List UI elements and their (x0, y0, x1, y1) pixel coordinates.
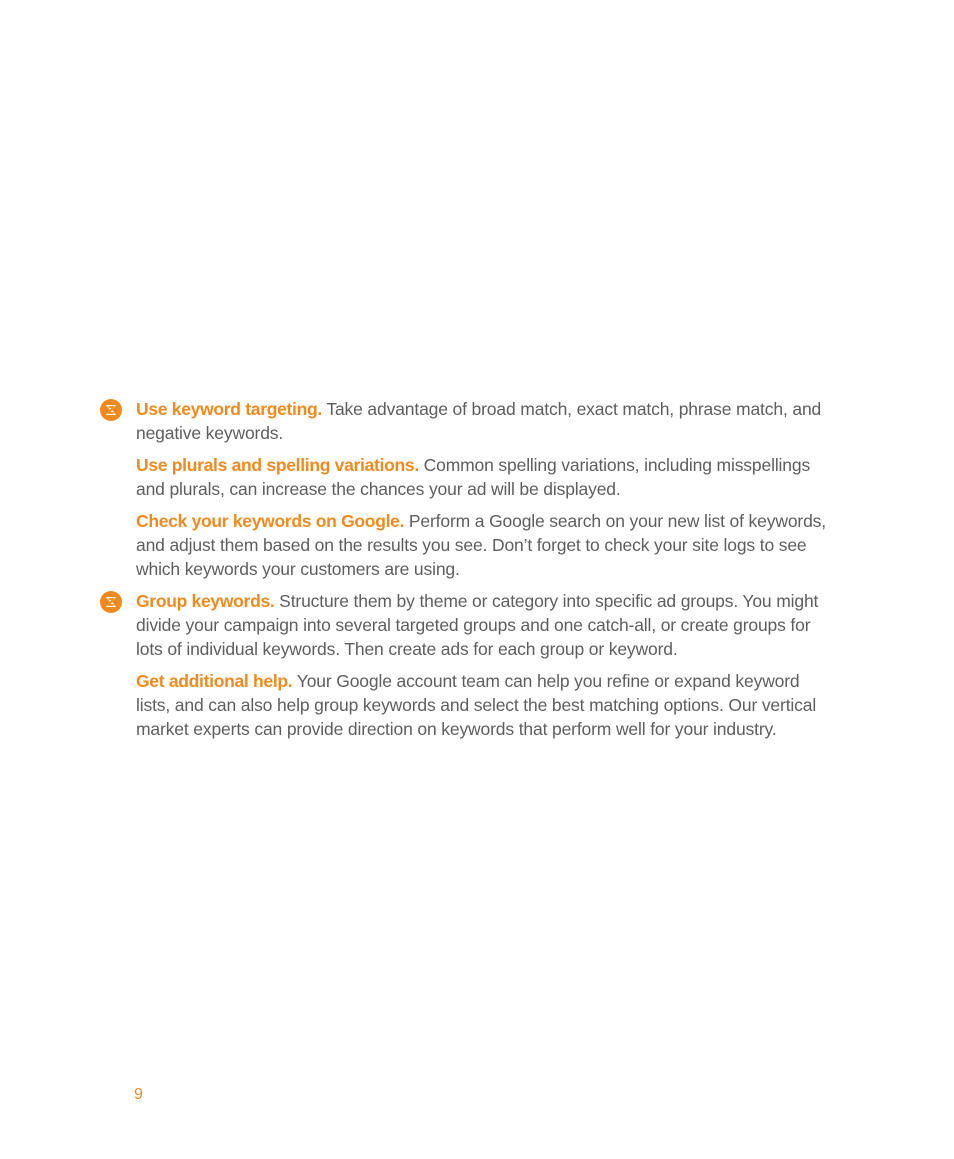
tip-keyword-targeting (136, 397, 826, 445)
tip-body: Take advantage of broad match, exact match, phrase match, and negative keywords. (136, 399, 822, 443)
tip-plurals-spelling (136, 453, 826, 501)
tips-list (136, 397, 826, 749)
google-tip-marker-icon (99, 590, 123, 614)
page-number: 9 (134, 1086, 143, 1103)
tip-body: Common spelling variations, including misspellings and plurals, can increase the chances your ad will be displayed. (136, 455, 811, 499)
tip-group-keywords (136, 589, 826, 661)
tip-heading: Group keywords. (136, 591, 275, 611)
tip-heading: Use plurals and spelling variations. (136, 455, 419, 475)
tip-heading: Get additional help. (136, 671, 293, 691)
tip-body: Your Google account team can help you refine or expand keyword lists, and can also help group keywords and select the best matching options. Our vertical market experts can provide direction on keywords that perform well for your industry. (136, 671, 817, 739)
tip-additional-help (136, 669, 826, 741)
tip-heading: Check your keywords on Google. (136, 511, 405, 531)
google-tip-marker-icon (99, 398, 123, 422)
tip-check-keywords (136, 509, 826, 581)
tip-body: Structure them by theme or category into specific ad groups. You might divide your campaign into several targeted groups and one catch-all, or create groups for lots of individual keywords. Then create ads for each group or keyword. (136, 591, 819, 659)
tip-heading: Use keyword targeting. (136, 399, 322, 419)
tip-body: Perform a Google search on your new list of keywords, and adjust them based on the results you see. Don’t forget to check your site logs to see which keywords your customers are using. (136, 511, 826, 579)
